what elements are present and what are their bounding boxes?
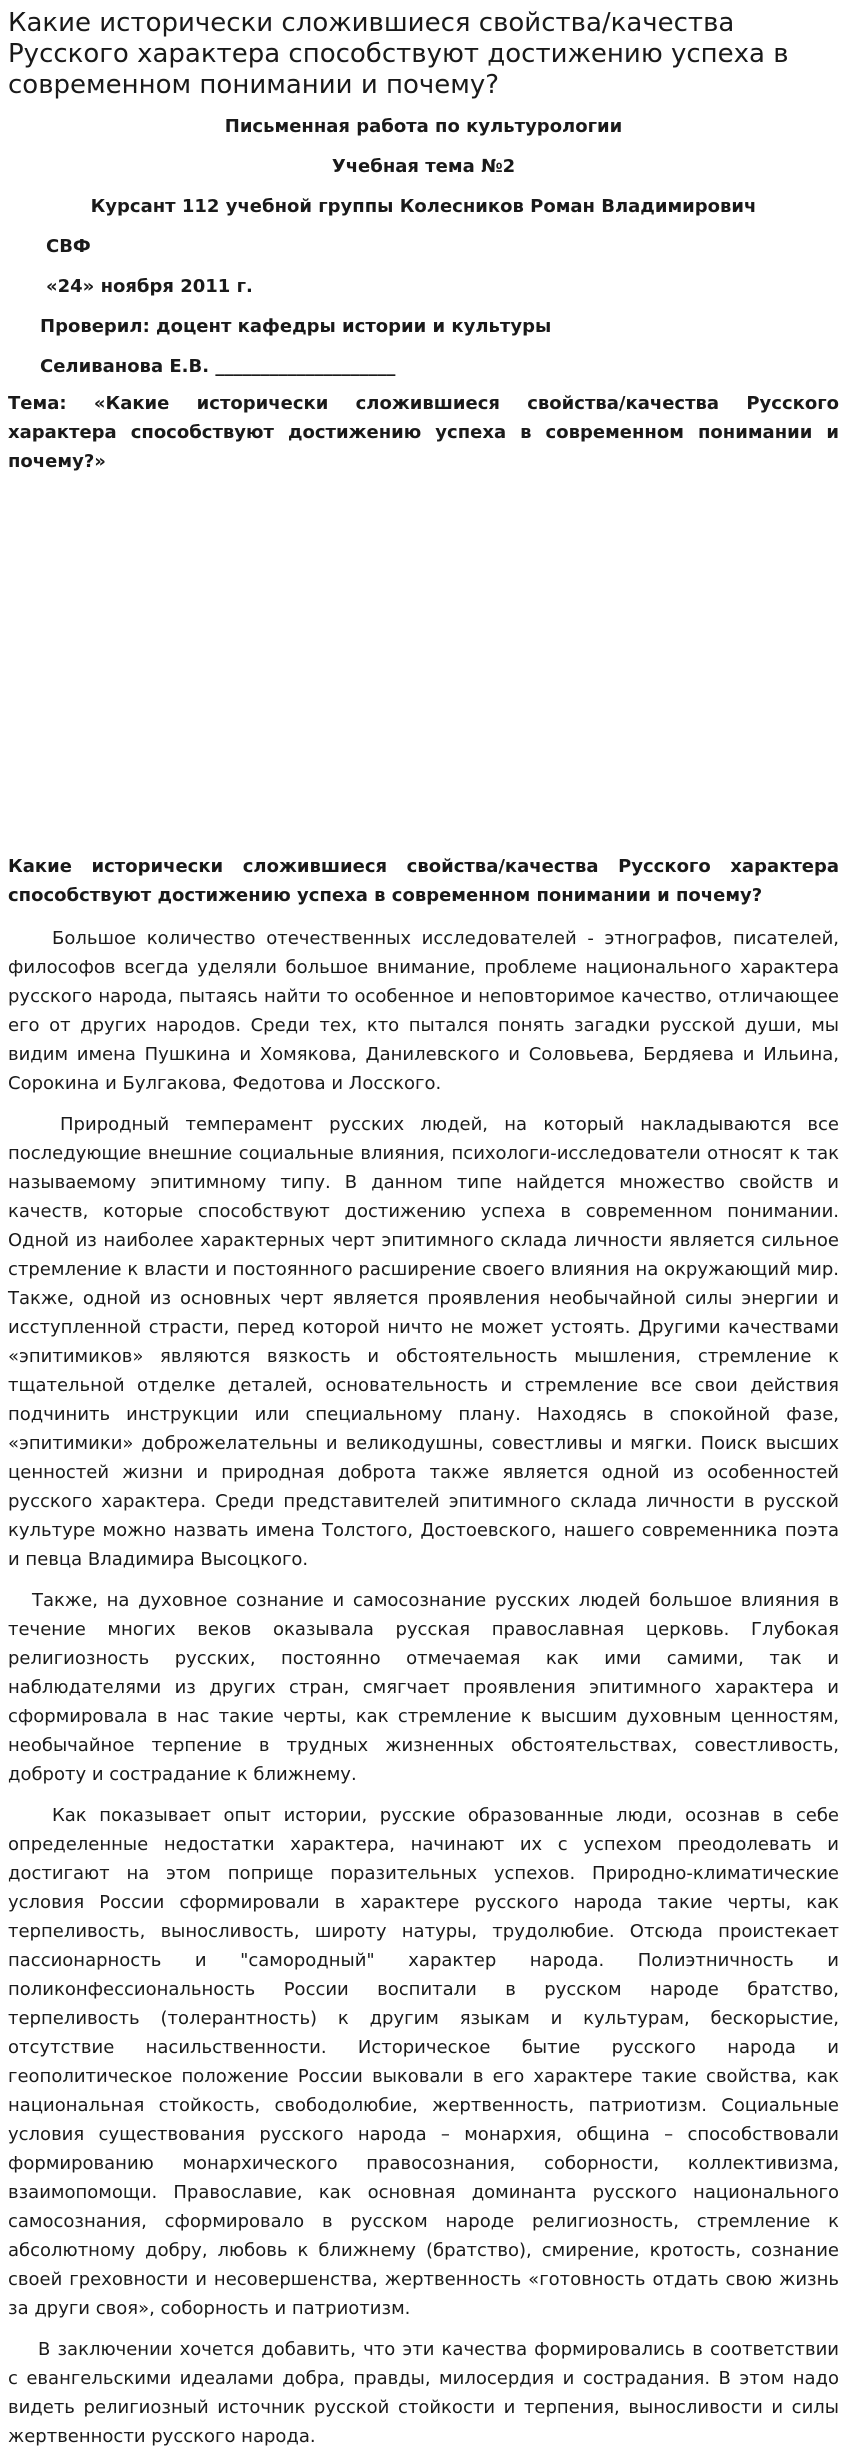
paragraph-3: Также, на духовное сознание и самосознание русских людей большое влияния в течение многих веков оказывала русская православная церковь. Глубокая религиозность русских, постоянно отмечаемая как ими самими, так и наблюдателями из других стран, смягчает проявления эпитимного характера и сформировала в нас такие черты, как стремление к высшим духовным ценностям, необычайное терпение в трудных жизненных обстоятельствах, совестливость, доброту и сострадание к ближнему. <box>8 1590 839 1785</box>
essay-heading: Какие исторически сложившиеся свойства/качества Русского характера способствуют достижению успеха в современном понимании и почему? <box>8 856 839 906</box>
checked-by-line: Проверил: доцент кафедры истории и культуры <box>40 316 552 337</box>
paragraph-1: Большое количество отечественных исследователей - этнографов, писателей, философов всегда уделяли большое внимание, проблеме национального характера русского народа, пытаясь найти то особенное и неповторимое качество, отличающее его от других народов. Среди тех, кто пытался понять загадки русской души, мы видим имена Пушкина и Хомякова, Данилевского и Соловьева, Бердяева и Ильина, Сорокина и Булгакова, Федотова и Лосского. <box>8 928 839 1094</box>
topic-number: Учебная тема №2 <box>331 156 516 177</box>
document-title: Какие исторически сложившиеся свойства/качества Русского характера способствуют достижению успеха в современном понимании и почему? <box>8 8 789 100</box>
theme-statement: Тема: «Какие исторически сложившиеся свойства/качества Русского характера способствуют достижению успеха в современном понимании и почему?» <box>8 393 839 472</box>
paragraph-2: Природный темперамент русских людей, на который накладываются все последующие внешние социальные влияния, психологи-исследователи относят к так называемому эпитимному типу. В данном типе найдется множество свойств и качеств, которые способствуют достижению успеха в современном понимании. Одной из наиболее характерных черт эпитимного склада личности является сильное стремление к власти и постоянного расширение своего влияния на окружающий мир. Также, одной из основных черт является проявления необычайной силы энергии и исступленной страсти, перед которой ничто не может устоять. Другими качествами «эпитимиков» являются вязкость и обстоятельность мышления, стремление к тщательной отделке деталей, основательность и стремление все свои действия подчинить инструкции или специальному плану. Находясь в спокойной фазе, «эпитимики» доброжелательны и великодушны, совестливы и мягки. Поиск высших ценностей жизни и природная доброта также является одной из особенностей русского характера. Среди представителей эпитимного склада личности в русской культуре можно назвать имена Толстого, Достоевского, нашего современника поэта и певца Владимира Высоцкого. <box>8 1114 839 1570</box>
date-line: «24» ноября 2011 г. <box>46 276 253 297</box>
paragraph-4: Как показывает опыт истории, русские образованные люди, осознав в себе определенные недостатки характера, начинают их с успехом преодолевать и достигают на этом поприще поразительных успехов. Природно-климатические условия России сформировали в характере русского народа такие черты, как терпеливость, выносливость, широту натуры, трудолюбие. Отсюда проистекает пассионарность и "самородный" характер народа. Полиэтничность и поликонфессиональность России воспитали в русском народе братство, терпеливость (толерантность) к другим языкам и культурам, бескорыстие, отсутствие насильственности. Историческое бытие русского народа и геополитическое положение России выковали в его характере такие свойства, как национальная стойкость, свободолюбие, жертвенность, патриотизм. Социальные условия существования русского народа – монархия, община – способствовали формированию монархического правосознания, соборности, коллективизма, взаимопомощи. Православие, как основная доминанта русского национального самосознания, сформировало в русском народе религиозность, стремление к абсолютному добру, любовь к ближнему (братство), смирение, кротость, сознание своей греховности и несовершенства, жертвенность «готовность отдать свою жизнь за други своя», соборность и патриотизм. <box>8 1805 839 2319</box>
blank-space <box>0 476 847 852</box>
reviewer-line: Селиванова Е.В. ____________________ <box>40 356 396 377</box>
paragraph-5: В заключении хочется добавить, что эти качества формировались в соответствии с евангельскими идеалами добра, правды, милосердия и сострадания. В этом надо видеть религиозный источник русской стойкости и терпения, выносливости и силы жертвенности русского народа. <box>8 2339 839 2447</box>
faculty-line: СВФ <box>46 236 91 257</box>
work-type: Письменная работа по культурологии <box>224 116 623 137</box>
student-line: Курсант 112 учебной группы Колесников Роман Владимирович <box>90 196 757 217</box>
